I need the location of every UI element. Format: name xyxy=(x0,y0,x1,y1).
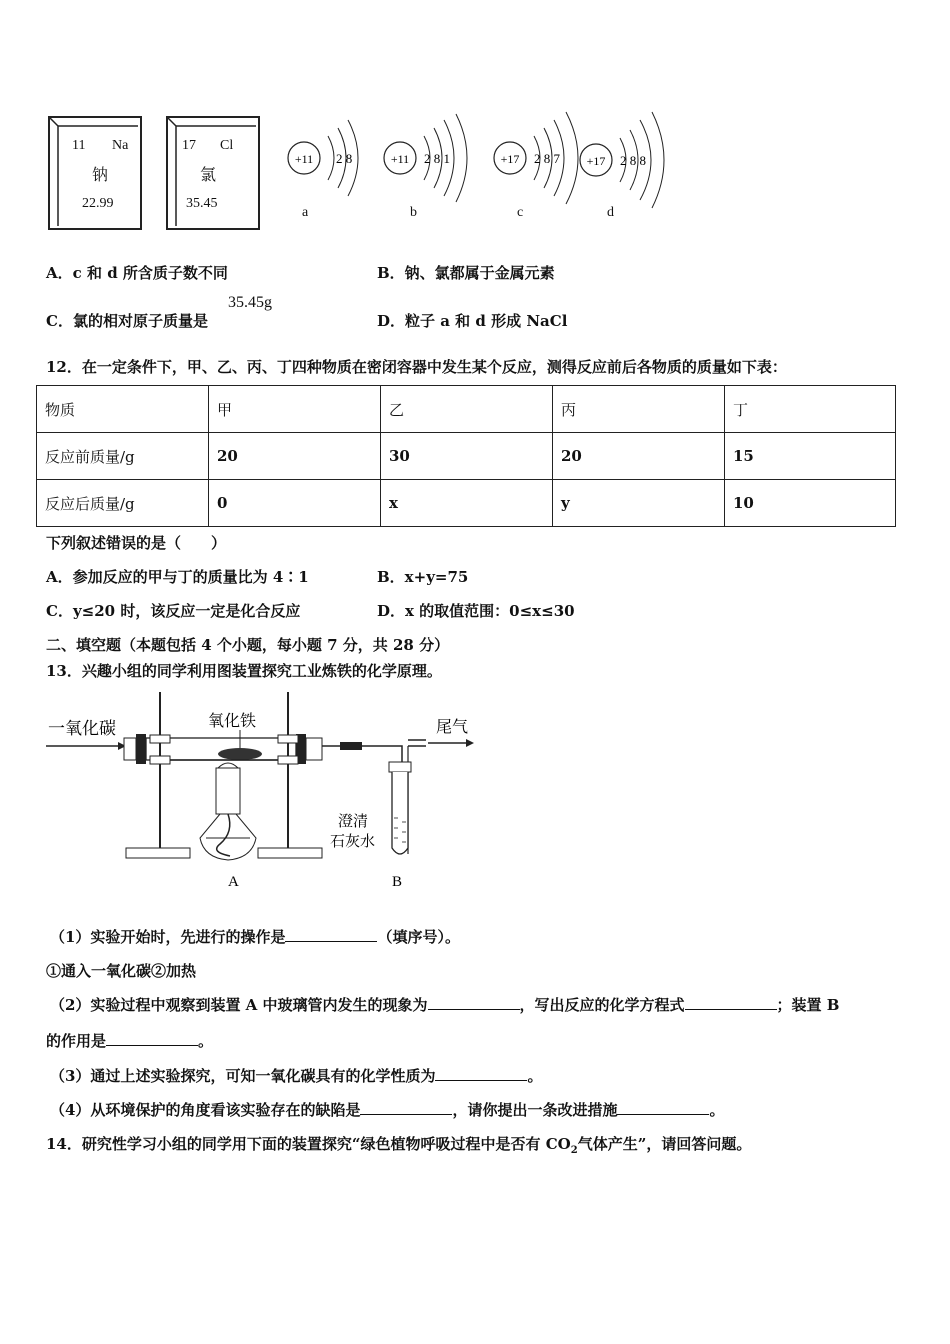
nucleus-label: +11 xyxy=(390,152,410,166)
q11-option-d: D．粒子 a 和 d 形成 NaCl xyxy=(377,312,568,330)
answer-blank[interactable] xyxy=(428,995,520,1010)
table-row xyxy=(37,480,896,527)
q13-part-1 xyxy=(50,926,460,947)
shell-electrons: 2 8 1 xyxy=(424,151,450,166)
q13-part-2-text: （2）实验过程中观察到装置 A 中玻璃管内发生的现象为 xyxy=(50,996,428,1014)
limewater-label-1: 澄清 xyxy=(338,812,369,830)
limewater-label-2: 石灰水 xyxy=(330,832,376,850)
shell-electrons: 2 8 8 xyxy=(620,153,646,168)
q13-part-2 xyxy=(50,994,839,1015)
q13-part-1-text: （1）实验开始时，先进行的操作是 xyxy=(50,928,286,946)
answer-blank[interactable] xyxy=(435,1066,527,1081)
q11-option-a: A．c 和 d 所含质子数不同 xyxy=(46,264,228,282)
nucleus-label: +17 xyxy=(500,152,520,166)
iron-oxide-powder xyxy=(218,748,262,760)
iron-smelting-apparatus xyxy=(40,688,500,898)
q12-option-c: C．y≤20 时，该反应一定是化合反应 xyxy=(46,602,301,620)
atom-a xyxy=(288,120,358,196)
atom-label-a: a xyxy=(302,205,309,220)
nucleus-label: +11 xyxy=(294,152,314,166)
atom-structure-diagrams xyxy=(280,100,680,230)
q14-stem xyxy=(46,1133,751,1156)
table-cell: y xyxy=(553,480,725,527)
shell-electrons: 2 8 xyxy=(336,151,353,166)
table-cell: 20 xyxy=(209,433,381,480)
q13-part-2-text-c: ；装置 B xyxy=(776,996,840,1014)
fe2o3-label: 氧化铁 xyxy=(208,711,257,730)
table-row xyxy=(37,433,896,480)
q13-part-2-text-b: ，写出反应的化学方程式 xyxy=(519,996,685,1014)
table-cell: 15 xyxy=(725,433,896,480)
q13-part-2-cont: 的作用是 。 xyxy=(46,1032,214,1050)
q11-option-c: C．氯的相对原子质量是 xyxy=(46,312,208,330)
q13-part-3-text: （3）通过上述实验探究，可知一氧化碳具有的化学性质为 xyxy=(50,1067,436,1085)
element-symbol: Na xyxy=(112,138,129,153)
left-stopper xyxy=(136,734,146,764)
shell-electrons: 2 8 7 xyxy=(534,151,560,166)
table-row xyxy=(37,386,896,433)
q14-co2-subscript: 2 xyxy=(570,1145,578,1156)
table-cell: 20 xyxy=(553,433,725,480)
atom-d xyxy=(580,112,664,208)
table-cell: 丙 xyxy=(553,386,725,433)
atomic-number: 17 xyxy=(182,138,196,153)
answer-blank[interactable] xyxy=(685,995,777,1010)
section-2-heading: 二、填空题（本题包括 4 个小题，每小题 7 分，共 28 分） xyxy=(46,636,450,654)
table-cell: 丁 xyxy=(725,386,896,433)
answer-blank[interactable] xyxy=(106,1031,198,1046)
table-cell: x xyxy=(381,480,553,527)
atom-c xyxy=(494,112,578,204)
table-cell: 10 xyxy=(725,480,896,527)
atomic-number: 11 xyxy=(72,138,86,153)
nucleus-label: +17 xyxy=(586,154,606,168)
q14-stem-text: 14．研究性学习小组的同学用下面的装置探究“绿色植物呼吸过程中是否有 CO xyxy=(46,1135,571,1153)
table-cell: 反应后质量/g xyxy=(37,480,209,527)
q13-part-4: （4）从环境保护的角度看该实验存在的缺陷是 ，请你提出一条改进措施 。 xyxy=(50,1101,725,1119)
q12-option-a: A．参加反应的甲与丁的质量比为 4∶1 xyxy=(46,568,309,586)
atomic-mass: 22.99 xyxy=(82,196,114,211)
q11-option-b: B．钠、氯都属于金属元素 xyxy=(377,264,555,282)
atom-label-b: b xyxy=(410,205,417,220)
q12-prompt: 下列叙述错误的是（ ） xyxy=(46,534,227,552)
element-card-chlorine xyxy=(166,116,260,230)
q13-part-3: （3）通过上述实验探究，可知一氧化碳具有的化学性质为 。 xyxy=(50,1067,543,1085)
alcohol-lamp xyxy=(200,814,256,860)
q13-part-1-suffix: （填序号）。 xyxy=(377,928,460,946)
table-cell: 甲 xyxy=(209,386,381,433)
table-cell: 反应前质量/g xyxy=(37,433,209,480)
atom-label-d: d xyxy=(607,205,614,220)
table-cell: 0 xyxy=(209,480,381,527)
q13-part-4-text: （4）从环境保护的角度看该实验存在的缺陷是 xyxy=(50,1101,361,1119)
q13-stem: 13．兴趣小组的同学利用图装置探究工业炼铁的化学原理。 xyxy=(46,662,442,680)
table-cell: 物质 xyxy=(37,386,209,433)
q13-part-2-text-d: 的作用是 xyxy=(46,1032,107,1050)
tail-gas-label: 尾气 xyxy=(436,717,469,736)
element-card-sodium xyxy=(48,116,142,230)
apparatus-label-a: A xyxy=(228,874,239,890)
atomic-mass: 35.45 xyxy=(186,196,218,211)
atom-b xyxy=(384,114,467,202)
q12-stem: 12．在一定条件下，甲、乙、丙、丁四种物质在密闭容器中发生某个反应，测得反应前后各物质的质量如下表： xyxy=(46,358,787,376)
table-cell: 乙 xyxy=(381,386,553,433)
atom-label-c: c xyxy=(517,205,524,220)
element-symbol: Cl xyxy=(220,138,234,153)
answer-blank[interactable] xyxy=(617,1100,709,1115)
element-name: 氯 xyxy=(200,165,217,184)
q13-part-1-choices: ①通入一氧化碳②加热 xyxy=(46,962,197,980)
lamp-chimney xyxy=(216,768,240,814)
q13-part-4-text-b: ，请你提出一条改进措施 xyxy=(452,1101,618,1119)
q14-stem-text-b: 气体产生”，请回答问题。 xyxy=(577,1135,752,1153)
co-label: 一氧化碳 xyxy=(48,719,116,739)
answer-blank[interactable] xyxy=(285,927,377,942)
table-cell: 30 xyxy=(381,433,553,480)
q12-mass-table xyxy=(36,385,896,527)
q12-option-d: D．x 的取值范围：0≤x≤30 xyxy=(377,602,575,620)
element-name: 钠 xyxy=(92,165,109,184)
answer-blank[interactable] xyxy=(360,1100,452,1115)
q12-option-b: B．x+y=75 xyxy=(377,568,469,586)
q11-option-c-value: 35.45g xyxy=(228,294,272,311)
apparatus-label-b: B xyxy=(392,874,403,890)
